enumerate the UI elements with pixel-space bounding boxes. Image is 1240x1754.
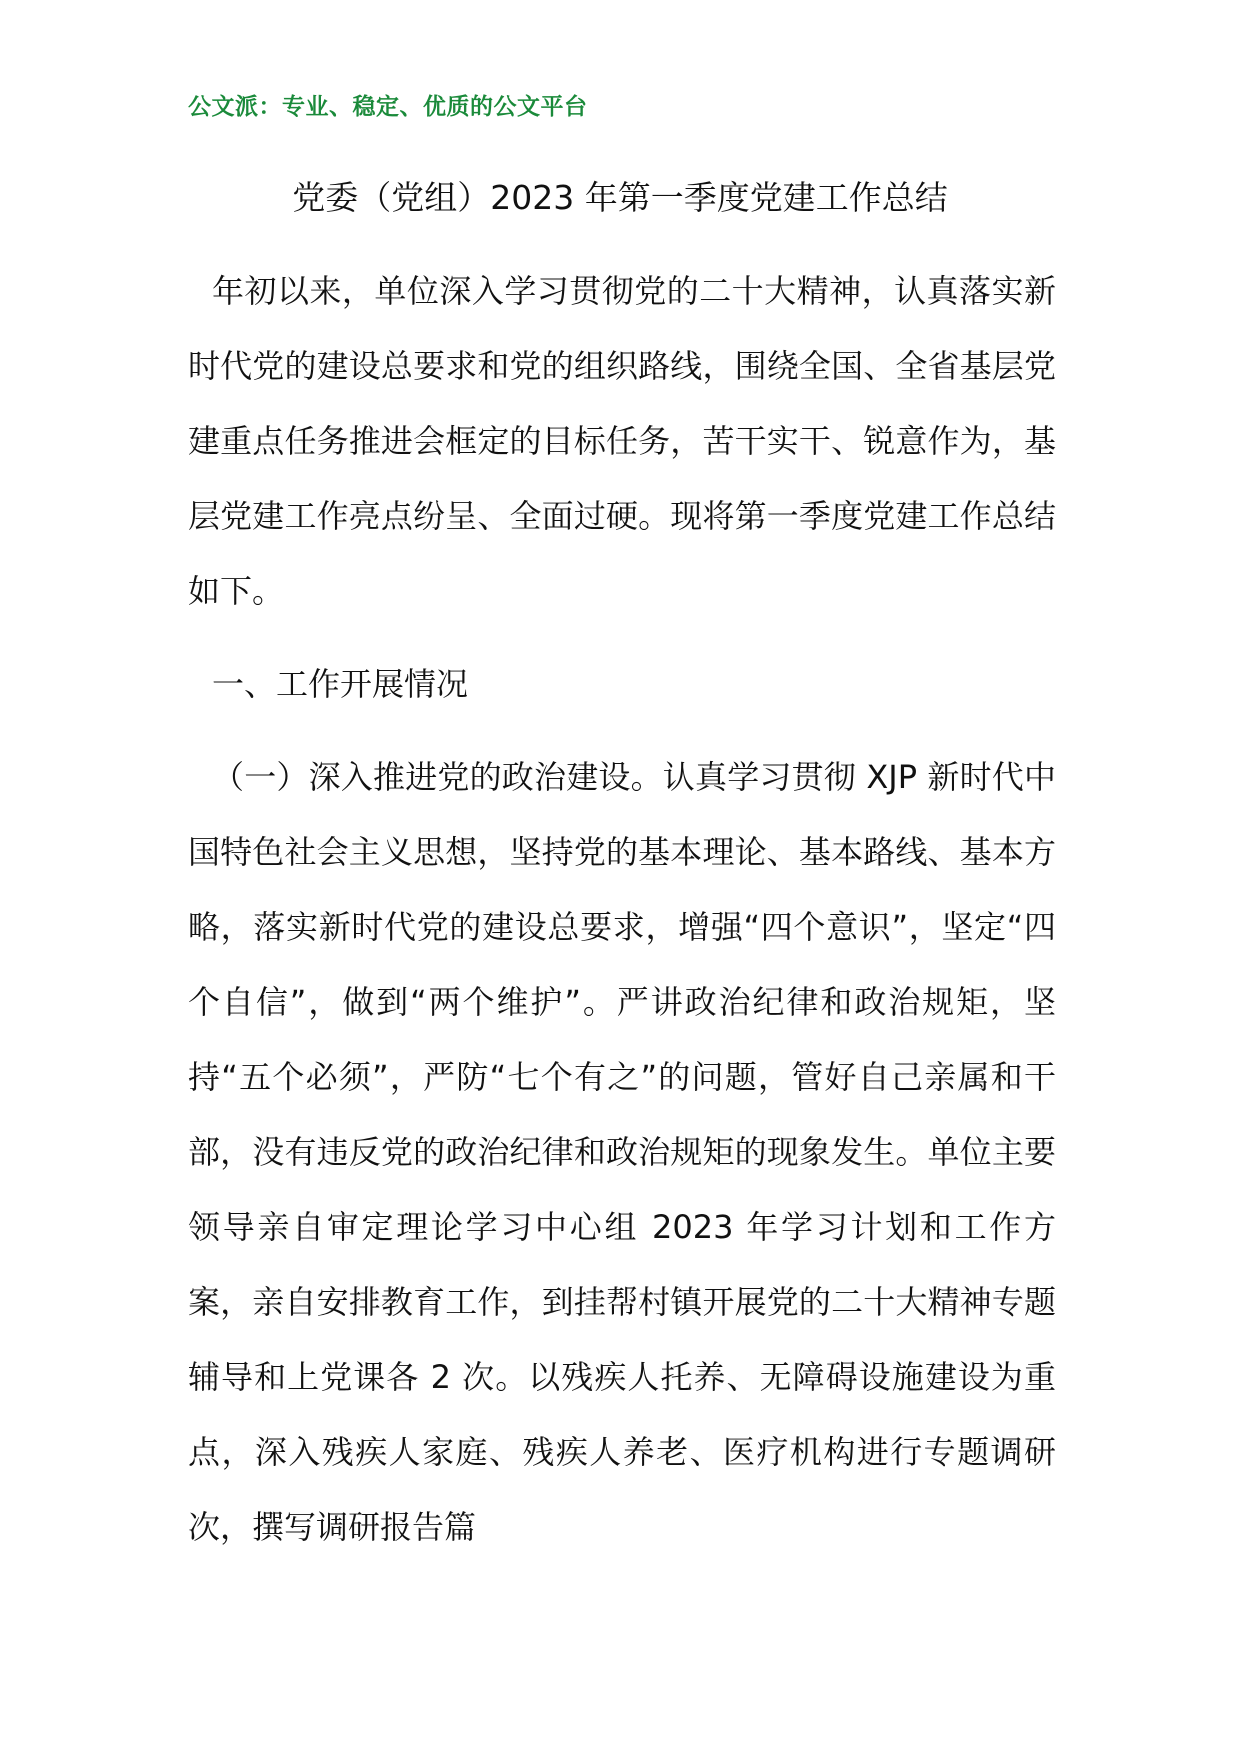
document-title: 党委（党组）2023 年第一季度党建工作总结 — [292, 178, 948, 217]
platform-banner: 公文派：专业、稳定、优质的公文平台 — [188, 94, 588, 120]
political-construction-paragraph: （一）深入推进党的政治建设。认真学习贯彻 XJP 新时代中国特色社会主义思想，坚持党的基本理论、基本路线、基本方略，落实新时代党的建设总要求，增强“四个意识”，坚定“四个自信”，做到“两个维护”。严讲政治纪律和政治规矩，坚持“五个必须”，严防“七个有之”的问题，管好自己亲属和干部，没有违反党的政治纪律和政治规矩的现象发生。单位主要领导亲自审定理论学习中心组 2023 年学习计划和工作方案，亲自安排教育工作，到挂帮村镇开展党的二十大精神专题辅导和上党课各 2 次。以残疾人托养、无障碍设施建设为重点，深入残疾人家庭、残疾人养老、医疗机构进行专题调研次，撰写调研报告篇 — [188, 758, 1056, 1546]
intro-paragraph: 年初以来，单位深入学习贯彻党的二十大精神，认真落实新时代党的建设总要求和党的组织路线，围绕全国、全省基层党建重点任务推进会框定的目标任务，苦干实干、锐意作为，基层党建工作亮点纷呈、全面过硬。现将第一季度党建工作总结如下。 — [188, 272, 1056, 610]
section-heading-work-progress: 一、工作开展情况 — [212, 665, 469, 703]
